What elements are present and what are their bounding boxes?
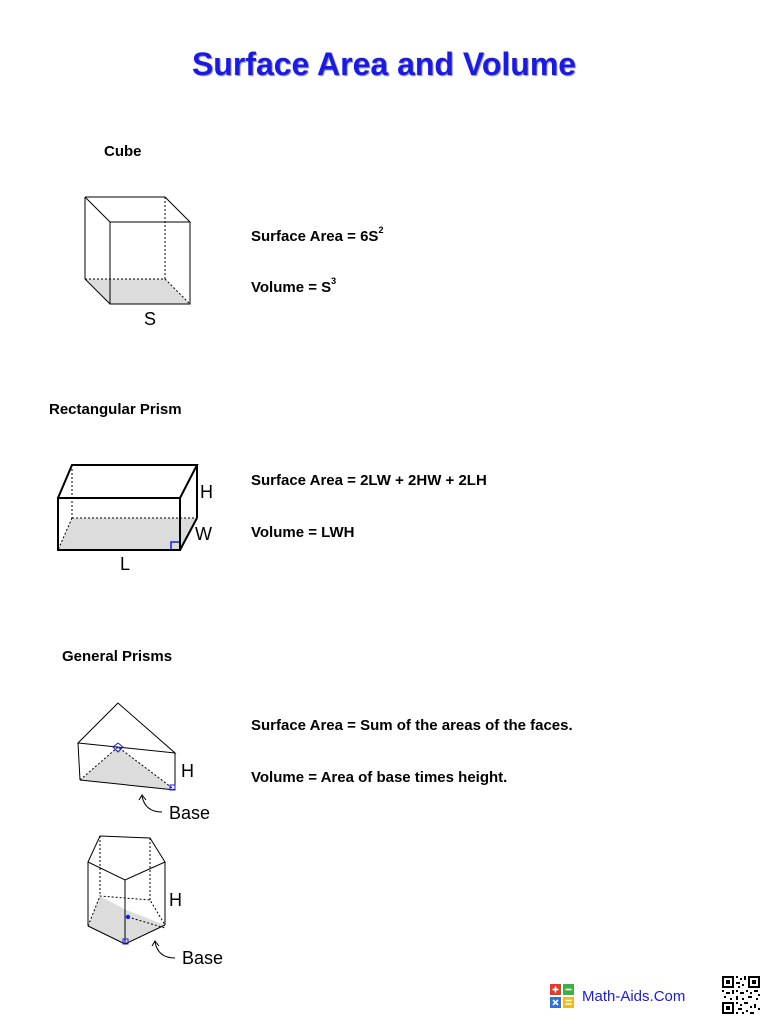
triangular-prism-height-label: H: [181, 761, 194, 781]
footer-brand-link[interactable]: Math-Aids.Com: [582, 987, 686, 1005]
cube-volume-exponent: 3: [331, 276, 337, 286]
general-prisms-volume: Volume = Area of base times height.: [251, 769, 508, 786]
rect-prism-heading: Rectangular Prism: [49, 401, 182, 418]
rect-prism-length-label: L: [120, 554, 131, 574]
general-prisms-surface-area: Surface Area = Sum of the areas of the faces.: [251, 717, 573, 734]
rect-prism-width-label: W: [195, 524, 212, 544]
triangular-prism-base-label: Base: [169, 803, 211, 823]
cube-surface-area-exponent: 2: [378, 225, 384, 235]
cube-volume-text: Volume = S: [251, 279, 332, 296]
page-title: Surface Area and Volume: [191, 46, 577, 82]
cube-surface-area-text: Surface Area = 6S: [251, 228, 379, 245]
rect-prism-volume: Volume = LWH: [251, 524, 355, 541]
rect-prism-height-label: H: [200, 482, 213, 502]
cube-heading: Cube: [104, 143, 142, 160]
pentagonal-prism-base-label: Base: [182, 948, 224, 968]
cube-side-label: S: [144, 309, 157, 329]
pentagonal-prism-height-label: H: [169, 890, 182, 910]
general-prisms-heading: General Prisms: [62, 648, 173, 665]
rect-prism-surface-area: Surface Area = 2LW + 2HW + 2LH: [251, 472, 487, 489]
